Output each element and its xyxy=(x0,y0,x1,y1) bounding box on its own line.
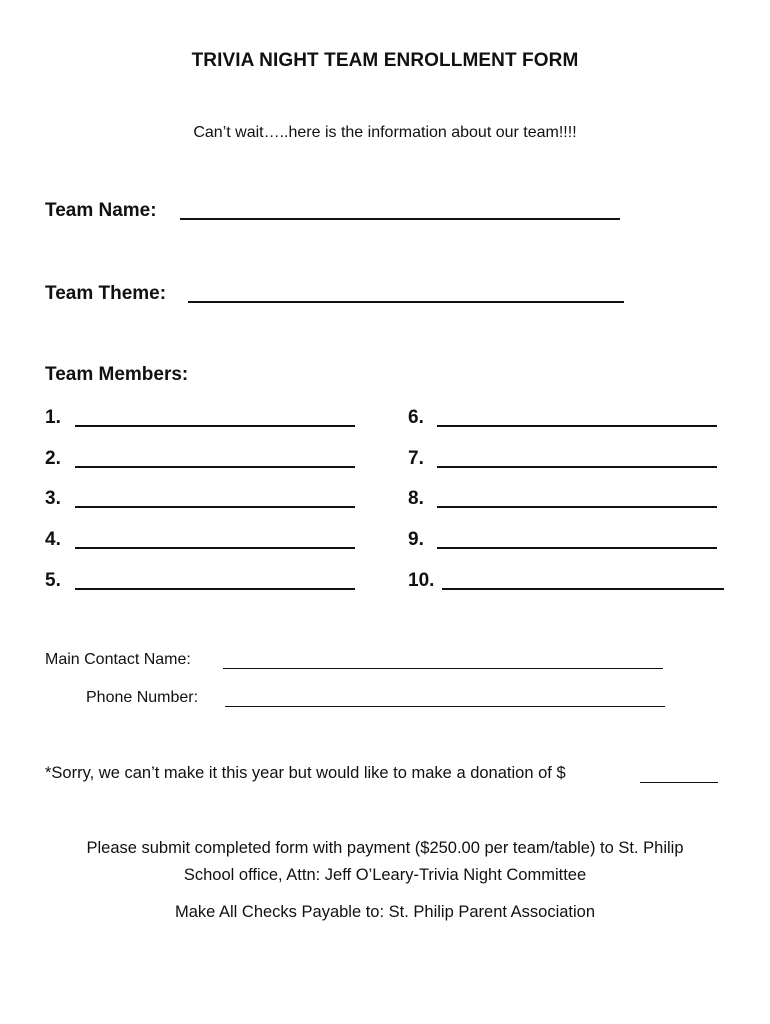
member-number-5: 5. xyxy=(45,570,61,591)
member-number-9: 9. xyxy=(408,529,424,550)
phone-number-label: Phone Number: xyxy=(86,689,199,706)
team-members-label: Team Members: xyxy=(45,364,189,385)
member-number-3: 3. xyxy=(45,488,61,509)
member-number-6: 6. xyxy=(408,407,424,428)
submit-instructions-line2: School office, Attn: Jeff O’Leary-Trivia Night Committee xyxy=(183,866,587,884)
checks-payable-text: Make All Checks Payable to: St. Philip Parent Association xyxy=(174,903,596,921)
member-field-9[interactable] xyxy=(437,547,717,549)
team-theme-label: Team Theme: xyxy=(45,283,167,304)
member-field-1[interactable] xyxy=(75,425,355,427)
member-number-2: 2. xyxy=(45,448,61,469)
team-name-label: Team Name: xyxy=(45,200,157,221)
member-field-5[interactable] xyxy=(75,588,355,590)
main-contact-label: Main Contact Name: xyxy=(45,651,191,668)
member-field-3[interactable] xyxy=(75,506,355,508)
donation-amount-field[interactable] xyxy=(640,782,718,783)
donation-text: *Sorry, we can’t make it this year but would like to make a donation of $ xyxy=(45,764,566,782)
member-field-2[interactable] xyxy=(75,466,355,468)
member-number-8: 8. xyxy=(408,488,424,509)
team-name-field[interactable] xyxy=(180,218,620,220)
member-field-10[interactable] xyxy=(442,588,724,590)
form-title: TRIVIA NIGHT TEAM ENROLLMENT FORM xyxy=(191,50,579,71)
member-field-6[interactable] xyxy=(437,425,717,427)
member-field-7[interactable] xyxy=(437,466,717,468)
member-field-4[interactable] xyxy=(75,547,355,549)
main-contact-field[interactable] xyxy=(223,668,663,669)
member-field-8[interactable] xyxy=(437,506,717,508)
submit-instructions-line1: Please submit completed form with payment ($250.00 per team/table) to St. Philip xyxy=(86,839,684,857)
member-number-1: 1. xyxy=(45,407,61,428)
team-theme-field[interactable] xyxy=(188,301,624,303)
phone-number-field[interactable] xyxy=(225,706,665,707)
member-number-10: 10. xyxy=(408,570,435,591)
form-subtitle: Can’t wait…..here is the information about our team!!!! xyxy=(193,124,577,141)
member-number-7: 7. xyxy=(408,448,424,469)
member-number-4: 4. xyxy=(45,529,61,550)
